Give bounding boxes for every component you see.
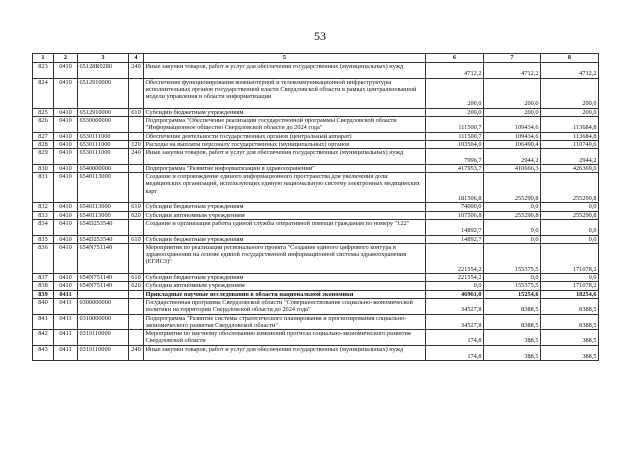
expense-type-code: 610 (129, 235, 144, 243)
table-row (33, 243, 599, 273)
row-number: 836 (33, 243, 54, 273)
row-number: 831 (33, 173, 54, 203)
amount-year-1: 181506,8 (426, 173, 484, 203)
item-name: Обеспечение деятельности государственных органов (центральный аппарат) (144, 132, 426, 140)
expense-type-code (129, 173, 144, 203)
section-code: 0410 (54, 211, 78, 219)
item-name: Мероприятия по научному обоснованию изменений прогноза социально-экономического развития Свердловской области (144, 330, 426, 346)
table-row (33, 63, 599, 79)
table-row (33, 330, 599, 346)
row-number: 830 (33, 164, 54, 172)
table-row (33, 149, 599, 165)
amount-year-3: 4712,2 (541, 63, 599, 79)
item-name: Субсидии бюджетным учреждениям (144, 235, 426, 243)
amount-year-3: 426369,0 (541, 164, 599, 172)
target-article-code: 0310110000 (78, 345, 129, 361)
section-code: 0411 (54, 314, 78, 330)
amount-year-2: 155375,5 (484, 282, 541, 290)
column-header: 5 (144, 54, 426, 63)
amount-year-3: 171078,2 (541, 243, 599, 273)
target-article-code: 6530111000 (78, 132, 129, 140)
amount-year-2: 106490,4 (484, 140, 541, 148)
amount-year-1: 46961,0 (426, 290, 484, 298)
target-article-code (78, 290, 129, 298)
item-name: Иные закупки товаров, работ и услуг для обеспечения государственных (муниципальных) нужд (144, 149, 426, 165)
section-code: 0410 (54, 132, 78, 140)
amount-year-1: 74000,0 (426, 203, 484, 211)
amount-year-1: 0,0 (426, 282, 484, 290)
column-header: 6 (426, 54, 484, 63)
amount-year-2: 388,5 (484, 330, 541, 346)
item-name: Субсидии бюджетным учреждениям (144, 274, 426, 282)
section-code: 0411 (54, 345, 78, 361)
row-number: 834 (33, 219, 54, 235)
section-code: 0410 (54, 203, 78, 211)
target-article-code: 65128R0280 (78, 63, 129, 79)
amount-year-3: 2944,2 (541, 149, 599, 165)
amount-year-1: 111500,7 (426, 117, 484, 133)
item-name: Расходы на выплаты персоналу государственных (муниципальных) органов (144, 140, 426, 148)
expense-type-code (129, 78, 144, 108)
amount-year-1: 103504,0 (426, 140, 484, 148)
target-article-code: 0310110000 (78, 330, 129, 346)
amount-year-2: 410666,3 (484, 164, 541, 172)
item-name: Субсидии бюджетным учреждениям (144, 108, 426, 116)
target-article-code: 6540113000 (78, 211, 129, 219)
target-article-code: 654D253540 (78, 235, 129, 243)
amount-year-3: 8388,5 (541, 314, 599, 330)
expense-type-code (129, 132, 144, 140)
column-header: 8 (541, 54, 599, 63)
item-name: Обеспечение функционирования компьютерной и телекоммуникационной инфраструктуры исполнительных органов государственной власти Свердловской области в рамках централизованной модели управления в области информатизации (144, 78, 426, 108)
section-code: 0410 (54, 274, 78, 282)
item-name: Создание и сопровождение единого информационного пространства для увеличения доли медицинских организаций, использующих единую национальную систему электронных медицинских карт (144, 173, 426, 203)
amount-year-1: 174,8 (426, 330, 484, 346)
expense-type-code: 240 (129, 345, 144, 361)
amount-year-3: 0,0 (541, 203, 599, 211)
table-row (33, 164, 599, 172)
target-article-code: 6540113000 (78, 173, 129, 203)
row-number: 827 (33, 132, 54, 140)
column-header: 4 (129, 54, 144, 63)
row-number: 840 (33, 298, 54, 314)
target-article-code: 654N751140 (78, 274, 129, 282)
amount-year-1: 200,0 (426, 78, 484, 108)
amount-year-2: 255290,8 (484, 211, 541, 219)
section-code: 0411 (54, 330, 78, 346)
expense-type-code: 620 (129, 211, 144, 219)
section-code: 0410 (54, 173, 78, 203)
section-code: 0411 (54, 298, 78, 314)
target-article-code: 6512910000 (78, 78, 129, 108)
expense-type-code (129, 164, 144, 172)
row-number: 828 (33, 140, 54, 148)
amount-year-1: 107506,8 (426, 211, 484, 219)
amount-year-3: 18254,6 (541, 290, 599, 298)
section-code: 0411 (54, 290, 78, 298)
section-code: 0410 (54, 117, 78, 133)
item-name: Прикладные научные исследования в области национальной экономики (144, 290, 426, 298)
amount-year-1: 221554,2 (426, 243, 484, 273)
section-code: 0410 (54, 282, 78, 290)
amount-year-2: 8388,5 (484, 298, 541, 314)
amount-year-2: 2944,2 (484, 149, 541, 165)
item-name: Иные закупки товаров, работ и услуг для обеспечения государственных (муниципальных) нужд (144, 345, 426, 361)
amount-year-2: 8388,5 (484, 314, 541, 330)
table-row (33, 211, 599, 219)
amount-year-3: 8388,5 (541, 298, 599, 314)
row-number: 825 (33, 108, 54, 116)
amount-year-2: 4712,2 (484, 63, 541, 79)
expense-type-code (129, 298, 144, 314)
table-row (33, 78, 599, 108)
row-number: 832 (33, 203, 54, 211)
expense-type-code: 610 (129, 274, 144, 282)
amount-year-3: 0,0 (541, 235, 599, 243)
expense-type-code (129, 330, 144, 346)
amount-year-2: 200,0 (484, 78, 541, 108)
table-header-row (33, 54, 599, 63)
item-name: Подпрограмма "Обеспечение реализации государственной программы Свердловской области "Информационное общество Свердловской области до 2024 года" (144, 117, 426, 133)
expense-type-code (129, 117, 144, 133)
item-name: Субсидии автономным учреждениям (144, 211, 426, 219)
page-number: 53 (314, 29, 326, 43)
expense-type-code: 610 (129, 108, 144, 116)
target-article-code: 6530111000 (78, 149, 129, 165)
amount-year-1: 417953,7 (426, 164, 484, 172)
row-number: 841 (33, 314, 54, 330)
row-number: 835 (33, 235, 54, 243)
amount-year-1: 14892,7 (426, 235, 484, 243)
row-number: 838 (33, 282, 54, 290)
amount-year-3: 200,0 (541, 108, 599, 116)
section-code: 0410 (54, 108, 78, 116)
item-name: Создание и организация работы единой службы оперативной помощи гражданам по номеру "122" (144, 219, 426, 235)
column-header: 7 (484, 54, 541, 63)
target-article-code: 654N751140 (78, 243, 129, 273)
table-row (33, 140, 599, 148)
amount-year-1: 34527,8 (426, 298, 484, 314)
row-number: 842 (33, 330, 54, 346)
expense-type-code: 610 (129, 203, 144, 211)
column-header: 2 (54, 54, 78, 63)
expense-type-code (129, 290, 144, 298)
amount-year-2: 200,0 (484, 108, 541, 116)
section-code: 0410 (54, 243, 78, 273)
amount-year-2: 388,5 (484, 345, 541, 361)
table-row (33, 132, 599, 140)
table-row (33, 203, 599, 211)
amount-year-1: 221554,2 (426, 274, 484, 282)
section-code: 0410 (54, 164, 78, 172)
table-row (33, 290, 599, 298)
amount-year-2: 255290,8 (484, 173, 541, 203)
row-number: 839 (33, 290, 54, 298)
amount-year-3: 388,5 (541, 330, 599, 346)
amount-year-2: 109434,6 (484, 117, 541, 133)
expense-type-code: 120 (129, 140, 144, 148)
table-row (33, 173, 599, 203)
amount-year-2: 0,0 (484, 235, 541, 243)
target-article-code: 654D253540 (78, 219, 129, 235)
amount-year-3: 113684,8 (541, 117, 599, 133)
target-article-code: 6530000000 (78, 117, 129, 133)
amount-year-3: 255290,8 (541, 173, 599, 203)
table-row (33, 314, 599, 330)
amount-year-2: 155375,5 (484, 243, 541, 273)
target-article-code: 6540000000 (78, 164, 129, 172)
item-name: Подпрограмма "Развитие системы стратегического планирования и прогнозирования социально-экономического развития Свердловской области" (144, 314, 426, 330)
expense-type-code (129, 219, 144, 235)
item-name: Мероприятия по реализации регионального проекта "Создание единого цифрового контура в здравоохранении на основе единой государственной информационной системы здравоохранения (ЕГИСЗ)" (144, 243, 426, 273)
table-row (33, 282, 599, 290)
section-code: 0410 (54, 219, 78, 235)
table-row (33, 117, 599, 133)
row-number: 843 (33, 345, 54, 361)
item-name: Подпрограмма "Развитие информатизации в здравоохранении" (144, 164, 426, 172)
row-number: 823 (33, 63, 54, 79)
amount-year-2: 109434,6 (484, 132, 541, 140)
expense-type-code (129, 314, 144, 330)
amount-year-3: 110740,6 (541, 140, 599, 148)
amount-year-1: 4712,2 (426, 63, 484, 79)
table-row (33, 298, 599, 314)
expense-type-code: 240 (129, 149, 144, 165)
amount-year-1: 174,8 (426, 345, 484, 361)
item-name: Субсидии бюджетным учреждениям (144, 203, 426, 211)
amount-year-3: 388,5 (541, 345, 599, 361)
expense-type-code: 240 (129, 63, 144, 79)
section-code: 0410 (54, 78, 78, 108)
expense-type-code (129, 243, 144, 273)
amount-year-3: 200,0 (541, 78, 599, 108)
amount-year-2: 0,0 (484, 274, 541, 282)
table-row (33, 219, 599, 235)
target-article-code: 654N751140 (78, 282, 129, 290)
row-number: 829 (33, 149, 54, 165)
target-article-code: 6512910000 (78, 108, 129, 116)
table-row (33, 345, 599, 361)
target-article-code: 6540113000 (78, 203, 129, 211)
table-row (33, 108, 599, 116)
table-row (33, 235, 599, 243)
row-number: 826 (33, 117, 54, 133)
row-number: 824 (33, 78, 54, 108)
section-code: 0410 (54, 235, 78, 243)
amount-year-1: 111500,7 (426, 132, 484, 140)
amount-year-1: 7996,7 (426, 149, 484, 165)
expense-type-code: 620 (129, 282, 144, 290)
column-header: 1 (33, 54, 54, 63)
budget-table (32, 53, 599, 361)
section-code: 0410 (54, 63, 78, 79)
target-article-code: 0310000000 (78, 314, 129, 330)
amount-year-3: 0,0 (541, 219, 599, 235)
amount-year-3: 171078,2 (541, 282, 599, 290)
section-code: 0410 (54, 149, 78, 165)
amount-year-1: 14892,7 (426, 219, 484, 235)
amount-year-2: 15254,6 (484, 290, 541, 298)
amount-year-1: 200,0 (426, 108, 484, 116)
item-name: Государственная программа Свердловской области "Совершенствование социально-экономической политики на территории Свердловской области до 2024 года" (144, 298, 426, 314)
amount-year-2: 0,0 (484, 203, 541, 211)
item-name: Субсидии автономным учреждениям (144, 282, 426, 290)
column-header: 3 (78, 54, 129, 63)
row-number: 833 (33, 211, 54, 219)
row-number: 837 (33, 274, 54, 282)
amount-year-3: 113684,8 (541, 132, 599, 140)
section-code: 0410 (54, 140, 78, 148)
target-article-code: 6530111000 (78, 140, 129, 148)
amount-year-3: 255290,8 (541, 211, 599, 219)
target-article-code: 0300000000 (78, 298, 129, 314)
amount-year-3: 0,0 (541, 274, 599, 282)
table-row (33, 274, 599, 282)
item-name: Иные закупки товаров, работ и услуг для обеспечения государственных (муниципальных) нужд (144, 63, 426, 79)
amount-year-1: 34527,8 (426, 314, 484, 330)
amount-year-2: 0,0 (484, 219, 541, 235)
